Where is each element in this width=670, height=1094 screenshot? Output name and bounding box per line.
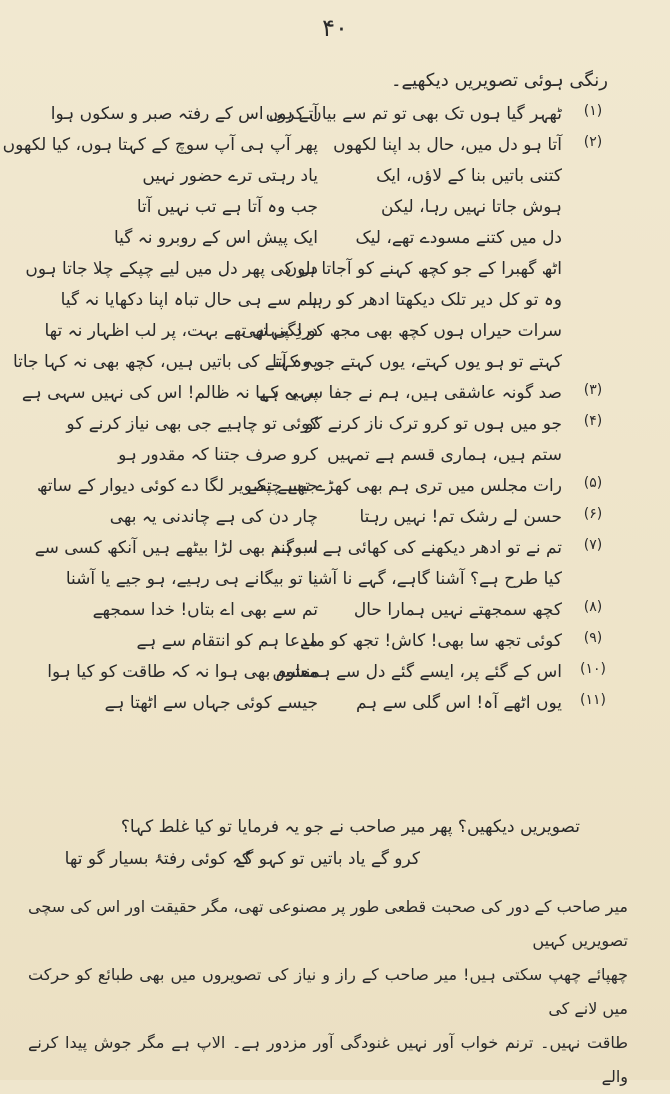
misra-second: ایک پیش اس کے روبرو نہ گیا [114, 228, 318, 248]
quoted-misra-second: کہ کوئی رفتۂ بسیار گو تھا [64, 849, 250, 869]
couplet-row [0, 134, 670, 165]
couplet-number: (۳) [583, 382, 603, 398]
prose-line: چھپائے چھپ سکتی ہیں! میر صاحب کے راز و نیاز کی تصویروں میں بھی طبائع کو حرکت میں لانے کی [28, 965, 628, 1018]
couplet-number: (۶) [583, 506, 603, 522]
misra-first: کیا طرح ہے؟ آشنا گاہے، گہے نا آشنا [307, 569, 562, 589]
misra-second: کوئی تو چاہیے جی بھی نیاز کرنے کو [66, 414, 318, 434]
misra-second: مدعا ہم کو انتقام سے ہے [136, 631, 318, 651]
page-number: ۴۰ [322, 14, 348, 42]
quoted-misra-first: کرو گے یاد باتیں تو کہو گے [235, 849, 420, 869]
misra-first: کچھ سمجھتے نہیں ہمارا حال [353, 600, 562, 620]
couplet-row [0, 289, 670, 320]
prose-line: طاقت نہیں۔ ترنم خواب آور نہیں غنودگی آور مزدور ہے۔ الاپ ہے مگر جوش پیدا کرنے والے [28, 1033, 628, 1086]
misra-second: پر یہ کہا نہ ظالم! اس کی نہیں سہی ہے [21, 383, 318, 403]
couplet-number: (۱۰) [580, 661, 606, 677]
couplet-row [0, 630, 670, 661]
prose-line: میر صاحب کے دور کی صحبت قطعی طور پر مصنوعی تھی، مگر حقیقت اور اس کی سچی تصویریں کہیں [28, 897, 628, 950]
couplet-row [0, 444, 670, 475]
misra-first: سرات حیراں ہوں کچھ بھی مجھ کو لگی تھی [241, 321, 562, 341]
misra-second: دردِ پنہاں تھے بہت، پر لب اظہار نہ تھا [44, 321, 318, 341]
couplet-row [0, 382, 670, 413]
misra-second: دل کی پھر دل میں لیے چپکے چلا جاتا ہوں [25, 259, 318, 279]
misra-first: آتا ہو دل میں، حال بد اپنا لکھوں [333, 135, 562, 155]
couplet-number: (۱۱) [580, 692, 606, 708]
couplet-number: (۷) [583, 537, 603, 553]
misra-second: جیسے کوئی جہاں سے اٹھتا ہے [104, 693, 318, 713]
misra-first: ٹھہر گیا ہوں تک بھی تو تم سے بیاں کروں [265, 104, 562, 124]
question-line: تصویریں دیکھیں؟ پھر میر صاحب نے جو یہ فرمایا تو کیا غلط کہا؟ [120, 817, 580, 837]
misra-first: دل میں کتنے مسودے تھے، لیک [355, 228, 562, 248]
misra-second: یا تو بیگانے ہی رہیے، ہو جیے یا آشنا [65, 569, 318, 589]
couplet-list [0, 103, 670, 723]
couplet-row [0, 320, 670, 351]
misra-second: آتے ہی اس کے رفتہ صبر و سکوں ہوا [50, 104, 318, 124]
couplet-row [0, 227, 670, 258]
misra-first: کہتے تو ہو یوں کہتے، یوں کہتے جو وہ آتا [272, 352, 562, 372]
couplet-row [0, 103, 670, 134]
couplet-row [0, 661, 670, 692]
misra-first: کتنی باتیں بنا کے لاؤں، ایک [376, 166, 562, 186]
misra-first: تم نے تو ادھر دیکھنے کی کھائی ہے سوگند [271, 538, 562, 558]
quoted-couplet [0, 848, 670, 879]
couplet-number: (۸) [583, 599, 603, 615]
couplet-row [0, 413, 670, 444]
misra-first: اس کے گئے پر، ایسے گئے دل سے ہمنشیں [272, 662, 562, 682]
prose-paragraph [28, 890, 628, 1094]
misra-second: یاد رہتی ترے حضور نہیں [142, 166, 318, 186]
misra-first: حسن لے رشک تم! نہیں رہتا [359, 507, 562, 527]
misra-first: رات مجلس میں تری ہم بھی کھڑے تھے چپکے [247, 476, 562, 496]
couplet-row [0, 475, 670, 506]
couplet-row [0, 537, 670, 568]
couplet-number: (۱) [583, 103, 603, 119]
misra-first: ستم ہیں، ہماری قسم ہے تمہیں [327, 445, 562, 465]
couplet-row [0, 258, 670, 289]
misra-second: یہ کہنے کی باتیں ہیں، کچھ بھی نہ کہا جاتا [12, 352, 318, 372]
couplet-number: (۲) [583, 134, 603, 150]
couplet-row [0, 692, 670, 723]
couplet-row [0, 568, 670, 599]
misra-first: جو میں ہوں تو کرو ترک ناز کرنے کو [305, 414, 562, 434]
couplet-row [0, 196, 670, 227]
misra-second: ہم سے ہی حال تباہ اپنا دکھایا نہ گیا [60, 290, 318, 310]
misra-second: جیسے تصویر لگا دے کوئی دیوار کے ساتھ [37, 476, 318, 496]
couplet-row [0, 599, 670, 630]
misra-second: تم سے بھی اے بتاں! خدا سمجھے [92, 600, 318, 620]
couplet-number: (۹) [583, 630, 603, 646]
misra-second: کرو صرف جتنا کہ مقدور ہو [118, 445, 318, 465]
misra-first: ہوش جاتا نہیں رہا، لیکن [381, 197, 562, 217]
misra-second: معلوم بھی ہوا نہ کہ طاقت کو کیا ہوا [47, 662, 318, 682]
misra-second: اب ہم بھی لڑا بیٹھے ہیں آنکھ کسی سے [34, 538, 318, 558]
couplet-row [0, 506, 670, 537]
misra-first: اٹھ گھبرا کے جو کچھ کہنے کو آجاتا ہوں [284, 259, 562, 279]
couplet-row [0, 165, 670, 196]
misra-first: کوئی تجھ سا بھی! کاش! تجھ کو ملے [300, 631, 562, 651]
misra-first: یوں اٹھے آہ! اس گلی سے ہم [355, 693, 562, 713]
misra-first: وہ تو کل دیر تلک دیکھتا ادھر کو رہا [308, 290, 562, 310]
misra-second: جب وہ آتا ہے تب نہیں آتا [136, 197, 318, 217]
couplet-number: (۴) [583, 413, 603, 429]
couplet-number: (۵) [583, 475, 603, 491]
misra-second: پھر آپ ہی آپ سوچ کے کہتا ہوں، کیا لکھوں [2, 135, 318, 155]
misra-first: صد گونہ عاشقی ہیں، ہم نے جفا سہی ہے [259, 383, 562, 403]
section-heading: رنگی ہوئی تصویریں دیکھیے۔ [390, 70, 608, 91]
couplet-row [0, 351, 670, 382]
misra-second: چار دن کی ہے چاندنی یہ بھی [109, 507, 318, 527]
